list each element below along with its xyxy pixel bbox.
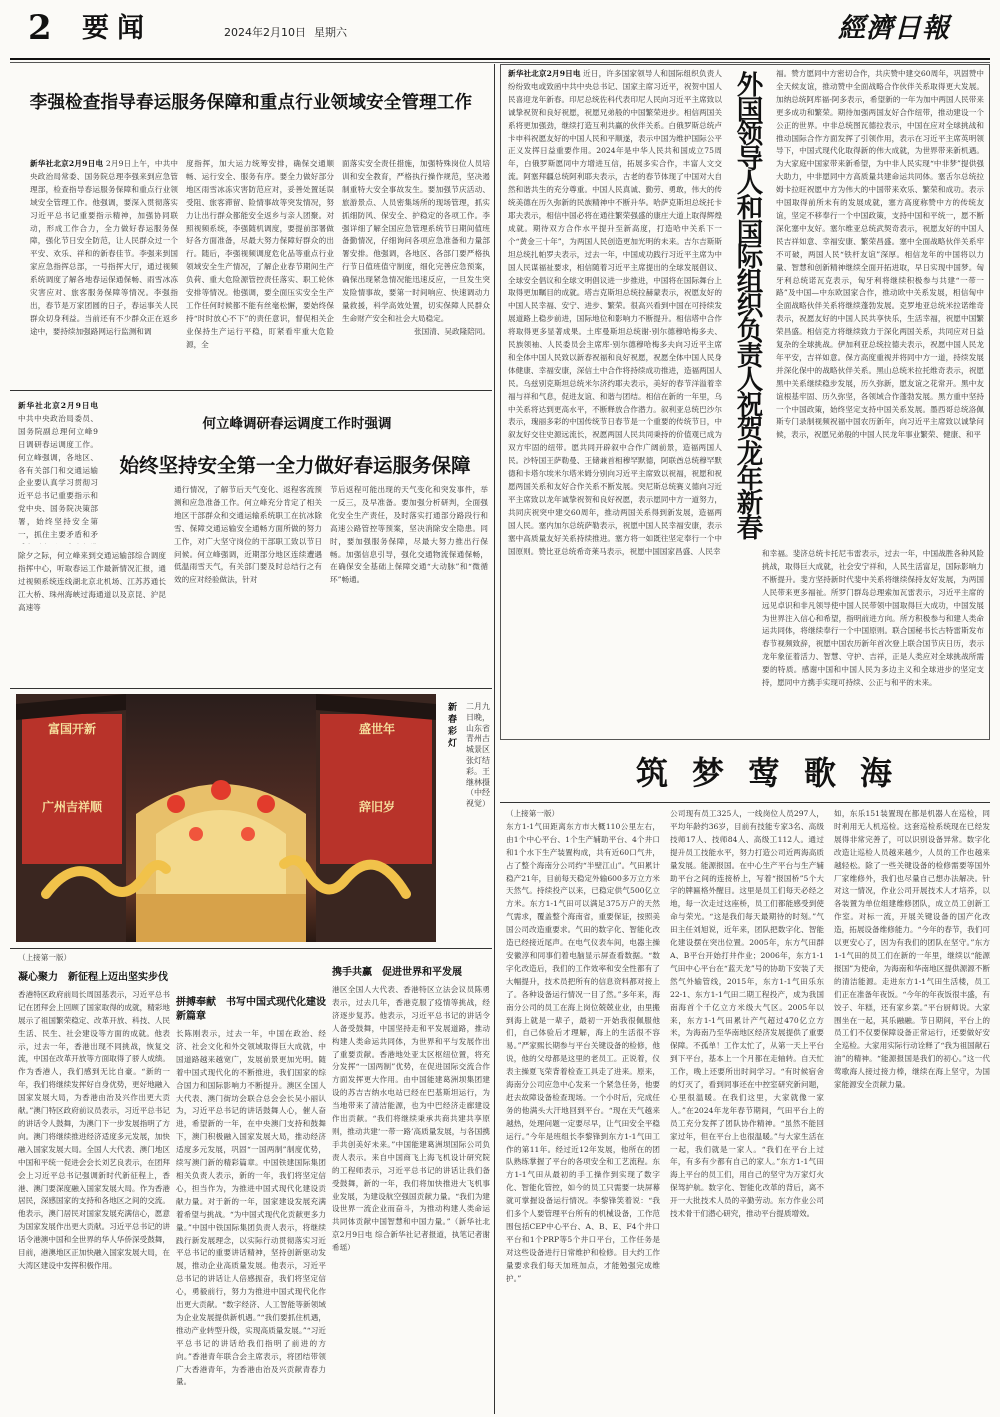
photo-lantern bbox=[211, 780, 231, 800]
article5-heading-1: 凝心聚力 新征程上迈出坚实步伐 bbox=[18, 971, 168, 983]
photo-caption-title: 新春彩灯 bbox=[448, 703, 458, 749]
issue-date: 2024年2月10日 bbox=[224, 26, 306, 39]
lantern-photo bbox=[16, 694, 436, 942]
article5-col1-text: 香港特区政府前局长周国基表示，习近平总书记在团拜会上回顾了国家取得的成就，精彩地展示了祖国繁荣稳定、改革开放、科技、人民生活、民生、社会建设等方面的成就。他表示，过去一年，香港出现不同挑战，恢复交流，中国在改革开放等方面取得了骄人成绩。作为香港人，我们感到无比自豪。“新的一年，我们将继续发挥好自身优势，更好地融入国家发展大局，为香港由治及兴作出更大贡献。”澳门特区政府前议员表示，习近平总书记的讲话令人鼓舞，为澳门下一步发展指明了方向。澳门将继续推进经济适度多元发展，加快融入国家发展大局。全国人大代表、澳门地区中国和平统一促进会会长刘艺良表示，在团拜会上习近平总书记强调新时代新征程上，香港、澳门要深度融入国家发展大局。作为香港居民，深感国家的支持和各地区之间的交流。他表示，澳门居民对国家发展充满信心，愿意为国家发展作出更大贡献。习近平总书记的讲话令港澳中国和全世界的华人华侨深受鼓舞，目前，港澳地区正加快融入国家发展大局，在大湾区建设中发挥积极作用。 bbox=[18, 989, 170, 1270]
article3-headline: 外国领导人和国际组织负责人祝贺龙年新春 bbox=[736, 70, 764, 544]
masthead bbox=[0, 0, 1000, 60]
section-title: 要闻 bbox=[82, 13, 152, 44]
photo-street bbox=[136, 894, 306, 942]
article4-column-1 bbox=[506, 808, 660, 1412]
article2-dateline: 新华社北京2月9日电 bbox=[18, 401, 98, 410]
article4-col1-text: 东方1-1气田距离东方市大概110公里左右，由1个中心平台、1个生产辅助平台、4个井口和1个水下生产装置构成，共有近60口气井，占了整个海南分公司约“半壁江山”。气田累计稳产21年，目前每天稳定外输600多万立方米天然气。持续投产以来，已稳定供气500亿立方米。东方1-1气田可以满足375万户的天然气需求，覆盖整个海南省，重要保证，按照美国公司改造重要求。气田的数字化、智能化改造已经接近尾声。在电气仪表车间，电器主操安徽淳和同事们着电脑显示屏查看数据。“数字化改造后，我们的工作效率和安全性都有了大幅提升，技术员把所有的信息资料都对接上了。各种设备运行情况一目了然。”多年来，海南分公司的员工在海上岗位兢兢业业，由里搬到海上就是一辈子，最初一开始我很佩服他们，自己体验后才理解，海上的生活很不容易。”严家熙长期参与平台关键设备的检修，他说，他的父母都是这里的老员工。正说着，仪表主操夏飞荣背着检查工具走了进来。原来，海南分公司应急中心发来一个紧急任务，他要赶去故障设备检查现场。一个小时后，完成任务的他满头大汗地回到平台。“现在天气越来越热，处理问题一定要尽早，让气田安全平稳运行。”今年是班组长李黎锋到东方1-1气田工作的第11年。经过近12年发展，他所在的团队熟练掌握了平台的各项安全和工艺流程。东方1-1气田从最初的手工操作到实现了数字化、智能化管控，如今的员工只需要一块屏幕就可掌握设备运行情况。李黎锋笑着说：“我们多个人要管理平台所有的机械设备，工作范围包括CEP中心平台、A、B、E、F4个井口平台和1个PRP等5个井口平台，工作任务是对这些设备进行日常维护和检修。目大约工作量要求我们每天加班加点，才能勉强完成维护。” bbox=[506, 821, 660, 1283]
photo-sign-left-line2: 广州吉祥顺 bbox=[41, 800, 102, 814]
article3-column-1 bbox=[508, 68, 722, 732]
article5-heading-3: 携手共赢 促进世界和平发展 bbox=[332, 967, 462, 978]
article1-column-3 bbox=[342, 158, 490, 386]
article1-col3-text: 面落实安全责任措施，加强特殊岗位人员培训和安全教育，严格执行操作规范，坚决遏制重特大安全事故发生。要加强节庆活动、旅游景点、人员密集场所的现场管理，抓实抓细防风、保安全、护稳定的各项工作。李强详细了解全国应急管理系统节日期间值班备勤情况，仔细询问各项应急准备和力量部署安排。他强调，各地区、各部门要严格执行节日值班值守制度，细化完善应急预案，确保出现紧急情况能迅速反应，一旦发生突发险情事故，要第一时间响应、快速调动力量救援，科学高效处置，切实保障人民群众生命财产安全和社会大局稳定。 bbox=[342, 159, 490, 323]
headline-li-qiang: 李强检查指导春运服务保障和重点行业领域安全管理工作 bbox=[29, 93, 473, 113]
article3-dateline: 新华社北京2月9日电 bbox=[508, 69, 581, 78]
article1-column-1 bbox=[30, 158, 178, 386]
paper-logo: 經濟日報 bbox=[838, 13, 950, 44]
article3-column-2-top bbox=[776, 68, 984, 544]
article3-col2-bottom-text: 和幸福。斐济总统卡托尼韦雷表示，过去一年，中国战胜各种风险挑战，取得巨大成就，社会安宁祥和，人民生活富足，国际影响力不断提升。斐方坚持新时代斐中关系将继续保持友好发展，为两国人民带来更多福祉。所罗门群岛总理索加瓦雷表示，习近平主席的远见卓识和非凡领导使中国人民带领中国取得巨大成功，中国发展为世界注入信心和希望，指明前进方向。所方积极参与和建人类命运共同体，将继续奉行一个中国原则。联合国秘书长古特雷斯发布春节视频致辞，祝愿中国农历新年首次登上联合国节庆日历，表示龙年象征着活力、智慧、守护、吉祥，正是人类应对全球挑战所需要的特质。感谢中国和中国人民为多边主义和全球进步的坚定支持，愿同中方携手实现可持续、公正与和平的未来。 bbox=[762, 549, 984, 688]
article5-col3-text: 港区全国人大代表、香港特区立法会议员陈勇表示，过去几年，香港克服了疫情等挑战，经济逐步复苏。他表示，习近平总书记的讲话令人备受鼓舞，中国坚持走和平发展道路，推动构建人类命运共同体，为世界和平与发展作出了重要贡献。香港地处亚太区枢纽位置，将充分发挥“一国两制”优势，在促进国际交流合作方面发挥更大作用。由中国能建葛洲坝集团建设的苏吉吉纳水电站已经在巴基斯坦运行，为当地带来了清洁能源，也为中巴经济走廊建设作出贡献。“我们将继续秉承共商共建共享原则，推动共建‘一带一路’高质量发展，与各国携手共创美好未来。”中国能建葛洲坝国际公司负责人表示。来自中国商飞上海飞机设计研究院的工程师表示，习近平总书记的讲话让我们备受鼓舞，新的一年，我们将加快推进大飞机事业发展，为建设航空强国贡献力量。“我们为建设世界一流企业而奋斗，为推动构建人类命运共同体贡献中国智慧和中国力量。”（新华社北京2月9日电 综合新华社记者报道，执笔记者谢希瑶） bbox=[332, 985, 490, 1253]
article1-dateline: 新华社北京2月9日电 bbox=[30, 159, 104, 168]
article2-kicker: 何立峰调研春运调度工作时强调 bbox=[202, 416, 392, 432]
article4-col3-text: 如，东乐151装置现在都是机器人在巡检，同时利用无人机巡检。这套巡检系统现在已经发展得非常完善了，可以识别设备异常。数字化改造让巡检人员越来越少，人员的工作也越来越轻松。除了一些关键设备的检修需要等国外厂家维修外，我们也尽量自己想办法解决。针对这一情况，作业公司开展技术人才培养，以各装置为单位组建维修团队，成立员工创新工作室。对标一流，开展关键设备的国产化改造，拓展设备维修能力。“今年的春节，我们可以更安心了，因为有我们的团队在坚守。”东方1-1气田的员工们在新的一年里，继续以“能源报国”为使命，为海南和华南地区提供源源不断的清洁能源。走进东方1-1气田生活楼，员工们正在准备年夜饭。“今年的年夜饭很丰盛，有饺子、年糕，还有家乡菜。”平台厨师说。大家围坐在一起，其乐融融。节日期间，平台上的员工们不仅要保障设备正常运行，还要做好安全巡检。大家用实际行动诠释了“我为祖国献石油”的精神。“能源报国是我们的初心。”这一代莺歌海人接过接力棒，继续在海上坚守，为国家能源安全贡献力量。 bbox=[834, 809, 990, 1090]
article1-column-2 bbox=[186, 158, 334, 386]
article3-col2-top-text: 福。赞方愿同中方密切合作，共庆赞中建交60周年，巩固赞中全天候友谊，推动赞中全面战略合作伙伴关系取得更大发展。加纳总统阿库福-阿多表示，希望新的一年为加中两国人民带来更多成功和繁荣。期待加强两国友好合作纽带，推动建设一个公正的世界。中非总统图瓦德拉表示，中国在应对全球挑战和推动国际合作方面发挥了引领作用，表示在习近平主席英明领导下，中国式现代化取得新的伟大成就，为世界带来新机遇。为大家庭中国家带来新希望，为中非人民实现“中非梦”提供强大助力，中非愿同中方高质量共建命运共同体。塞舌尔总统拉姆卡拉旺祝愿中方为伟大的中国带来欢乐、繁荣和成功。表示中国取得前所未有的发展成就，塞方高度称赞中方的传统友谊，坚定不移奉行一个中国政策，支持中国和平统一，愿不断深化塞中友好。塞尔维亚总统武契奇表示，祝愿友好的中国人民吉祥如意、幸福安康、繁荣昌盛。塞中全面战略伙伴关系牢不可破，两国人民“铁杆友谊”深厚。相信龙年的中国将以力量、智慧和创新精神继续全面开拓进取，早日实现中国梦。匈牙利总统诺瓦克表示，匈牙利将继续积极参与共建“一带一路”及中国—中东欧国家合作，推动欧中关系发展，相信匈中全面战略伙伴关系将继续蓬勃发展。克罗地亚总统米拉诺维奇表示，祝愿友好的中国人民共享快乐，生活幸福，祝愿中国繁荣昌盛。相信克方将继续致力于深化两国关系，共同应对日益复杂的全球挑战。伊加利亚总统拉德夫表示，祝愿中国人民龙年平安，吉祥如意。保方高度重视并将同中方一道，持续发展并深化保中的战略伙伴关系。黑山总统米拉托维奇表示，祝愿黑中关系继续稳步发展，历久弥新，愿友谊之花常开。黑中友谊根基牢固、历久弥坚，各领域合作蓬勃发展。黑方重中坚持一个中国政策，始终坚定支持中国关系发展。墨西哥总统洛佩斯专门录制视频祝福中国农历新年，向习近平主席致以诚挚问候，表示，祝愿兄弟般的中国人民龙年事业繁荣、健康、和平 bbox=[776, 69, 984, 440]
page-number: 2 bbox=[28, 8, 52, 48]
photo-sign-right-line2: 辞旧岁 bbox=[358, 800, 395, 814]
article2-column-3 bbox=[330, 484, 488, 684]
article5-continued: （上接第一版） bbox=[18, 953, 72, 962]
article5-heading-2: 拼搏奉献 书写中国式现代化建设新篇章 bbox=[176, 997, 326, 1022]
article3-column-2-bottom bbox=[762, 548, 984, 734]
article2-headline: 始终坚持安全第一全力做好春运服务保障 bbox=[119, 454, 471, 477]
article2-col3-text: 节后返程可能出现的天气变化和突发事件，举一反三，及早准备。要加强分析研判，全面强化安全生产责任，及时落实打通部分路段行和高速公路管控等预案，坚决消除安全隐患。同时，要加强服务保障，尽最大努力推出行保畅。加强信息引导，强化交通物流保通保畅，在确保安全基础上保障交通“大动脉”和“微循环”畅通。 bbox=[330, 485, 488, 585]
masthead-rule bbox=[10, 58, 990, 60]
article1-bottom-rule bbox=[10, 390, 492, 391]
photo-sign-right bbox=[332, 720, 422, 816]
photo-caption: 二月九日晚，山东省青州古城景区张灯结彩。王继林摄（中经视觉） bbox=[466, 702, 490, 809]
article5-column-3 bbox=[332, 952, 490, 1412]
article2-column-1-top bbox=[18, 400, 98, 544]
article5-column-1 bbox=[18, 952, 170, 1412]
article2-col2-text: 通行情况，了解节后天气变化、返程客流预测和应急准备工作。何立峰充分肯定了相关地区干部群众和交通运输系统职工在抗冰除雪、保障交通运输安全通畅方面所做的努力工作，对广大坚守岗位的干部职工致以节日问候。何立峰强调，近期部分地区连续遭遇低温雨雪天气，有关部门要及时总结行之有效的应对经验做法，针对 bbox=[174, 485, 322, 585]
article4-continued: （上接第一版） bbox=[506, 809, 560, 818]
article5-column-2 bbox=[176, 952, 326, 1412]
photo-bottom-rule bbox=[10, 948, 492, 949]
article1-end-note: 张国清、吴政隆陪同。 bbox=[414, 326, 490, 336]
article2-bottom-rule bbox=[10, 688, 492, 689]
article1-col1-text: 2月9日上午，中共中央政治局常委、国务院总理李强来到应急管理部，检查指导春运服务保障和重点行业领域安全管理工作。他强调，要深入贯彻落实习近平总书记重要指示精神，加强协同联动，形成工作合力，全力做好春运服务保障，强化节日安全防范，让人民群众过一个平安、欢乐、祥和的新春佳节。李强来到国家应急指挥总部，一号指挥大厅，通过视频系统调度了解各地春运保通保畅、雨雪冰冻灾害应对、旅客服务保障等情况。李强指出，春节是万家团圆的日子，春运事关人民群众切身利益。当前还有不少群众正在返乡途中，要持续加强路网运行监测和调 bbox=[30, 159, 178, 336]
article4-column-2 bbox=[670, 808, 824, 1412]
photo-lantern bbox=[167, 795, 185, 813]
photo-sign-left bbox=[28, 720, 116, 816]
photo-lantern bbox=[241, 827, 255, 841]
article4-headline: 筑梦莺歌海 bbox=[635, 754, 916, 792]
photo-lantern bbox=[189, 827, 203, 841]
masthead-rule-thin bbox=[10, 62, 990, 63]
article5-col2-text: 长陈刚表示，过去一年，中国在政治、经济、社会文化和外交领域取得巨大成就，中国道路越来越宽广，发展前景更加光明。随着中国式现代化的不断推进，我们国家的综合国力和国际影响力不断提升。澳区全国人大代表、澳门街坊会联合总会会长吴小丽认为，习近平总书记的讲话鼓舞人心，催人奋进，希望新的一年，在中央澳门支持和鼓舞下，澳门积极融入国家发展大局，推动经济适度多元发展，巩固“一国两制”制度优势，续写澳门新的精彩篇章。中国铁建国际集团相关负责人表示，新的一年，我们将坚定信心，担当作为，为推进中国式现代化建设贡献力量。对于新的一年，国家建设发展充满着希望与挑战。“为中国式现代化贡献更多力量。”中国中铁国际集团负责人表示，将继续践行新发展理念，以实际行动贯彻落实习近平总书记的重要讲话精神，坚持创新驱动发展，推动企业高质量发展。他表示，习近平总书记的讲话让人倍感振奋，我们将坚定信心，勇毅前行，努力为推进中国式现代化作出更大贡献。“数字经济、人工智能等新领域为企业发展提供新机遇。”“我们要抓住机遇，推动产业转型升级，实现高质量发展。”“习近平总书记的讲话给我们指明了前进的方向。”香港青年联合会主席表示，将团结带领广大香港青年，为香港由治及兴贡献青春力量。 bbox=[176, 1029, 326, 1387]
article2-column-2 bbox=[174, 484, 322, 684]
article4-col2-text: 公司现有员工325人，一线岗位人员297人，平均年龄约36岁，目前有技能专家3名、高级技师17人、技师84人、高级工112人。通过提升员工技能水平，努力打造公司近两海高质量发展。能源报国。在中心生产平台与生产辅助平台之间的连接桥上，写着“报国桥”5个大字的牌匾格外醒目。这里是员工们每天必经之地，每一次走过这座桥，员工们都能感受到使命与荣光。“这是我们每天最期待的时刻。”气田主任刘旭说，近年来，团队把数字化、智能化建设摆在突出位置。2005年，东方气田群A、B平台开始打井作业；2006年，东方1-1气田中心平台在“蓝天龙”号的协助下安装了天然气外输管线，2015年，东方1-1气田乐东22-1、东方1-1气田二期工程投产，成为我国南海首个千亿立方米级大气区。2005年以来，东方1-1气田累计产气超过470亿立方米，为海南乃至华南地区经济发展提供了重要保障。不孤单！工作太忙了，从第一天上平台到下平台，基本上一个月都在走轴转。自天忙工作，晚上还要所出时间学习。“有时候宿舍的灯灭了，看到同事还在中控室研究新问题，心里很温暖。在我们这里，大家就像一家人。”在2024年龙年春节期间，气田平台上的员工充分发挥了团队协作精神。“虽然不能回家过年，但在平台上也很温暖。”与大家生活在一起，我们就是一家人。“我们在平台上过年，有多有少都有自己的家人。”东方1-1气田海上平台的员工们，用自己的坚守为万家灯火保驾护航。数字化、智能化改革的背后，离不开一大批技术人员的辛勤劳动。东方作业公司技术骨干们潜心研究，推动平台提质增效。 bbox=[670, 809, 824, 1219]
article3-col1-text: 近日，许多国家领导人和国际组织负责人纷纷致电或致函中共中央总书记、国家主席习近平，祝贺中国人民喜迎龙年新春。印尼总统佐科代表印尼人民向习近平主席致以诚挚祝贺和良好祝愿，祝愿兄弟般的中国繁荣进步。相信两国关系将更加强劲，继续打造互利共赢的伙伴关系。白俄罗斯总统卢卡申科祝愿友好的中国人民和平顺遂，表示中国为维护国际公平正义发挥日益重要作用。2024年是中华人民共和国成立75周年，白俄罗斯愿同中方增进互信，拓展多实合作，丰富人文交流。阿塞拜疆总统阿利耶夫表示，古老的春节体现了中国对大自然和谐共生的充分尊重。中国人民真诚、勤劳、勇敢，伟大的传统美德在历久弥新的民族精神中不断升华。哈萨克斯坦总统托卡耶夫表示，相信中国必将在通往繁荣强盛的康庄大道上取得辉煌成就。期待双方合作水平提升至新高度，打造哈中关系下一个“黄金三十年”，为两国人民创造更加光明的未来。吉尔吉斯斯坦总统扎帕罗夫表示，过去一年，中国成功践行习近平主席为中国人民谋福祉要求，相信随着习近平主席提出的全球发展倡议、全球安全倡议和全球文明倡议进一步推进，中国将在国际舞台上取得更加瞩目的成就。塔吉克斯坦总统拉赫蒙表示，祝愿友好的中国人民幸福、安宁、进步、繁荣。很高兴看到中国在可持续发展道路上稳步前进，国际地位和影响力不断提升。相信塔中合作将取得更多显著成果。土库曼斯坦总统谢·别尔德穆哈梅多夫、民族领袖、人民委员会主席库·别尔德穆哈梅多夫向习近平主席和全体中国人民致以新春祝福和良好祝愿，祝愿全体中国人民身体健康、幸福安康，深信土中合作将持续成功推进，造福两国人民。乌兹别克斯坦总统米尔济约耶夫表示，美好的春节洋溢着幸福与祥和气息，促进友谊、和谐与团结。相信在新的一年里，乌中关系将达到更高水平，不断释放合作潜力。叙利亚总统巴沙尔表示，瑰丽多彩的中国传统节日春节是一个重要的传统节日，中叙友好交往史源远流长，祝愿两国人民共同秉持的价值观已成为双方牢固的纽带。愿共同开辟叙中合作广阔前景，造福两国人民。沙特国王萨勒曼、王储兼首相穆罕默德，阿联酋总统穆罕默德和卡塔尔埃米尔塔米姆分别向习近平主席致以祝福，祝愿和祝愿两国关系和友好合作关系不断发展。突尼斯总统赛义德向习近平主席致以龙年诚挚祝贺和良好祝愿，表示愿同中方一道努力，共同庆祝突中建交60周年，推动两国关系得到新发展，造福两国人民。塞内加尔总统萨勒表示，祝愿中国人民幸福安康，表示塞中高质量友好关系持续推进。塞方将一如既往坚定奉行一个中国原则。赞比亚总统希奇莱马表示，祝愿中国国家昌盛、人民幸 bbox=[508, 69, 722, 556]
article4-column-3 bbox=[834, 808, 990, 1412]
article4-title-rule bbox=[500, 802, 990, 803]
article1-col2-text: 度指挥，加大运力统筹安排，确保交通顺畅、运行安全、服务有序。要全力做好部分地区雨雪冰冻灾害防范应对，妥善处置延误受阻、旅客滞留、险情事故等突发情况，努力让出行群众都能安全返乡与亲人团聚。对照视频系统，李强随机调度，要提前部署做好各方面准备，尽最大努力保障好群众的出行。随后，李强视频调度危化品等重点行业领域安全生产情况，了解企业春节期间生产负荷、重大危险源管控责任落实、职工轮休安排等情况。他强调，要全面压实安全生产工作任何时候都不能有丝毫松懈，要始终保持“时时放心不下”的责任意识，督促相关企业保持生产运行平稳，盯紧看牢重大危险源，全 bbox=[186, 159, 334, 349]
photo-lantern bbox=[257, 795, 275, 813]
issue-weekday: 星期六 bbox=[314, 26, 347, 39]
photo-sign-left-line1: 富国开新 bbox=[47, 722, 96, 736]
column-divider-main bbox=[494, 64, 495, 1414]
article2-column-1-bottom bbox=[18, 550, 166, 684]
article2-col1-top-text: 中共中央政治局委员、国务院副总理何立峰9日调研春运调度工作。何立峰强调，各地区、各有关部门和交通运输企业要认真学习贯彻习近平总书记重要指示和党中央、国务院决策部署，始终坚持安全第一，抓住主要矛盾和矛 bbox=[18, 413, 98, 540]
photo-sign-right-line1: 盛世年 bbox=[358, 722, 395, 736]
article2-col1-bottom-text: 除夕之际，何立峰来到交通运输部综合调度指挥中心，听取春运工作最新情况汇报，通过视频系统连线湖北京北机场、江苏苏通长江大桥、珠州海峡过海通道以及京昆、沪昆高速等 bbox=[18, 551, 166, 612]
